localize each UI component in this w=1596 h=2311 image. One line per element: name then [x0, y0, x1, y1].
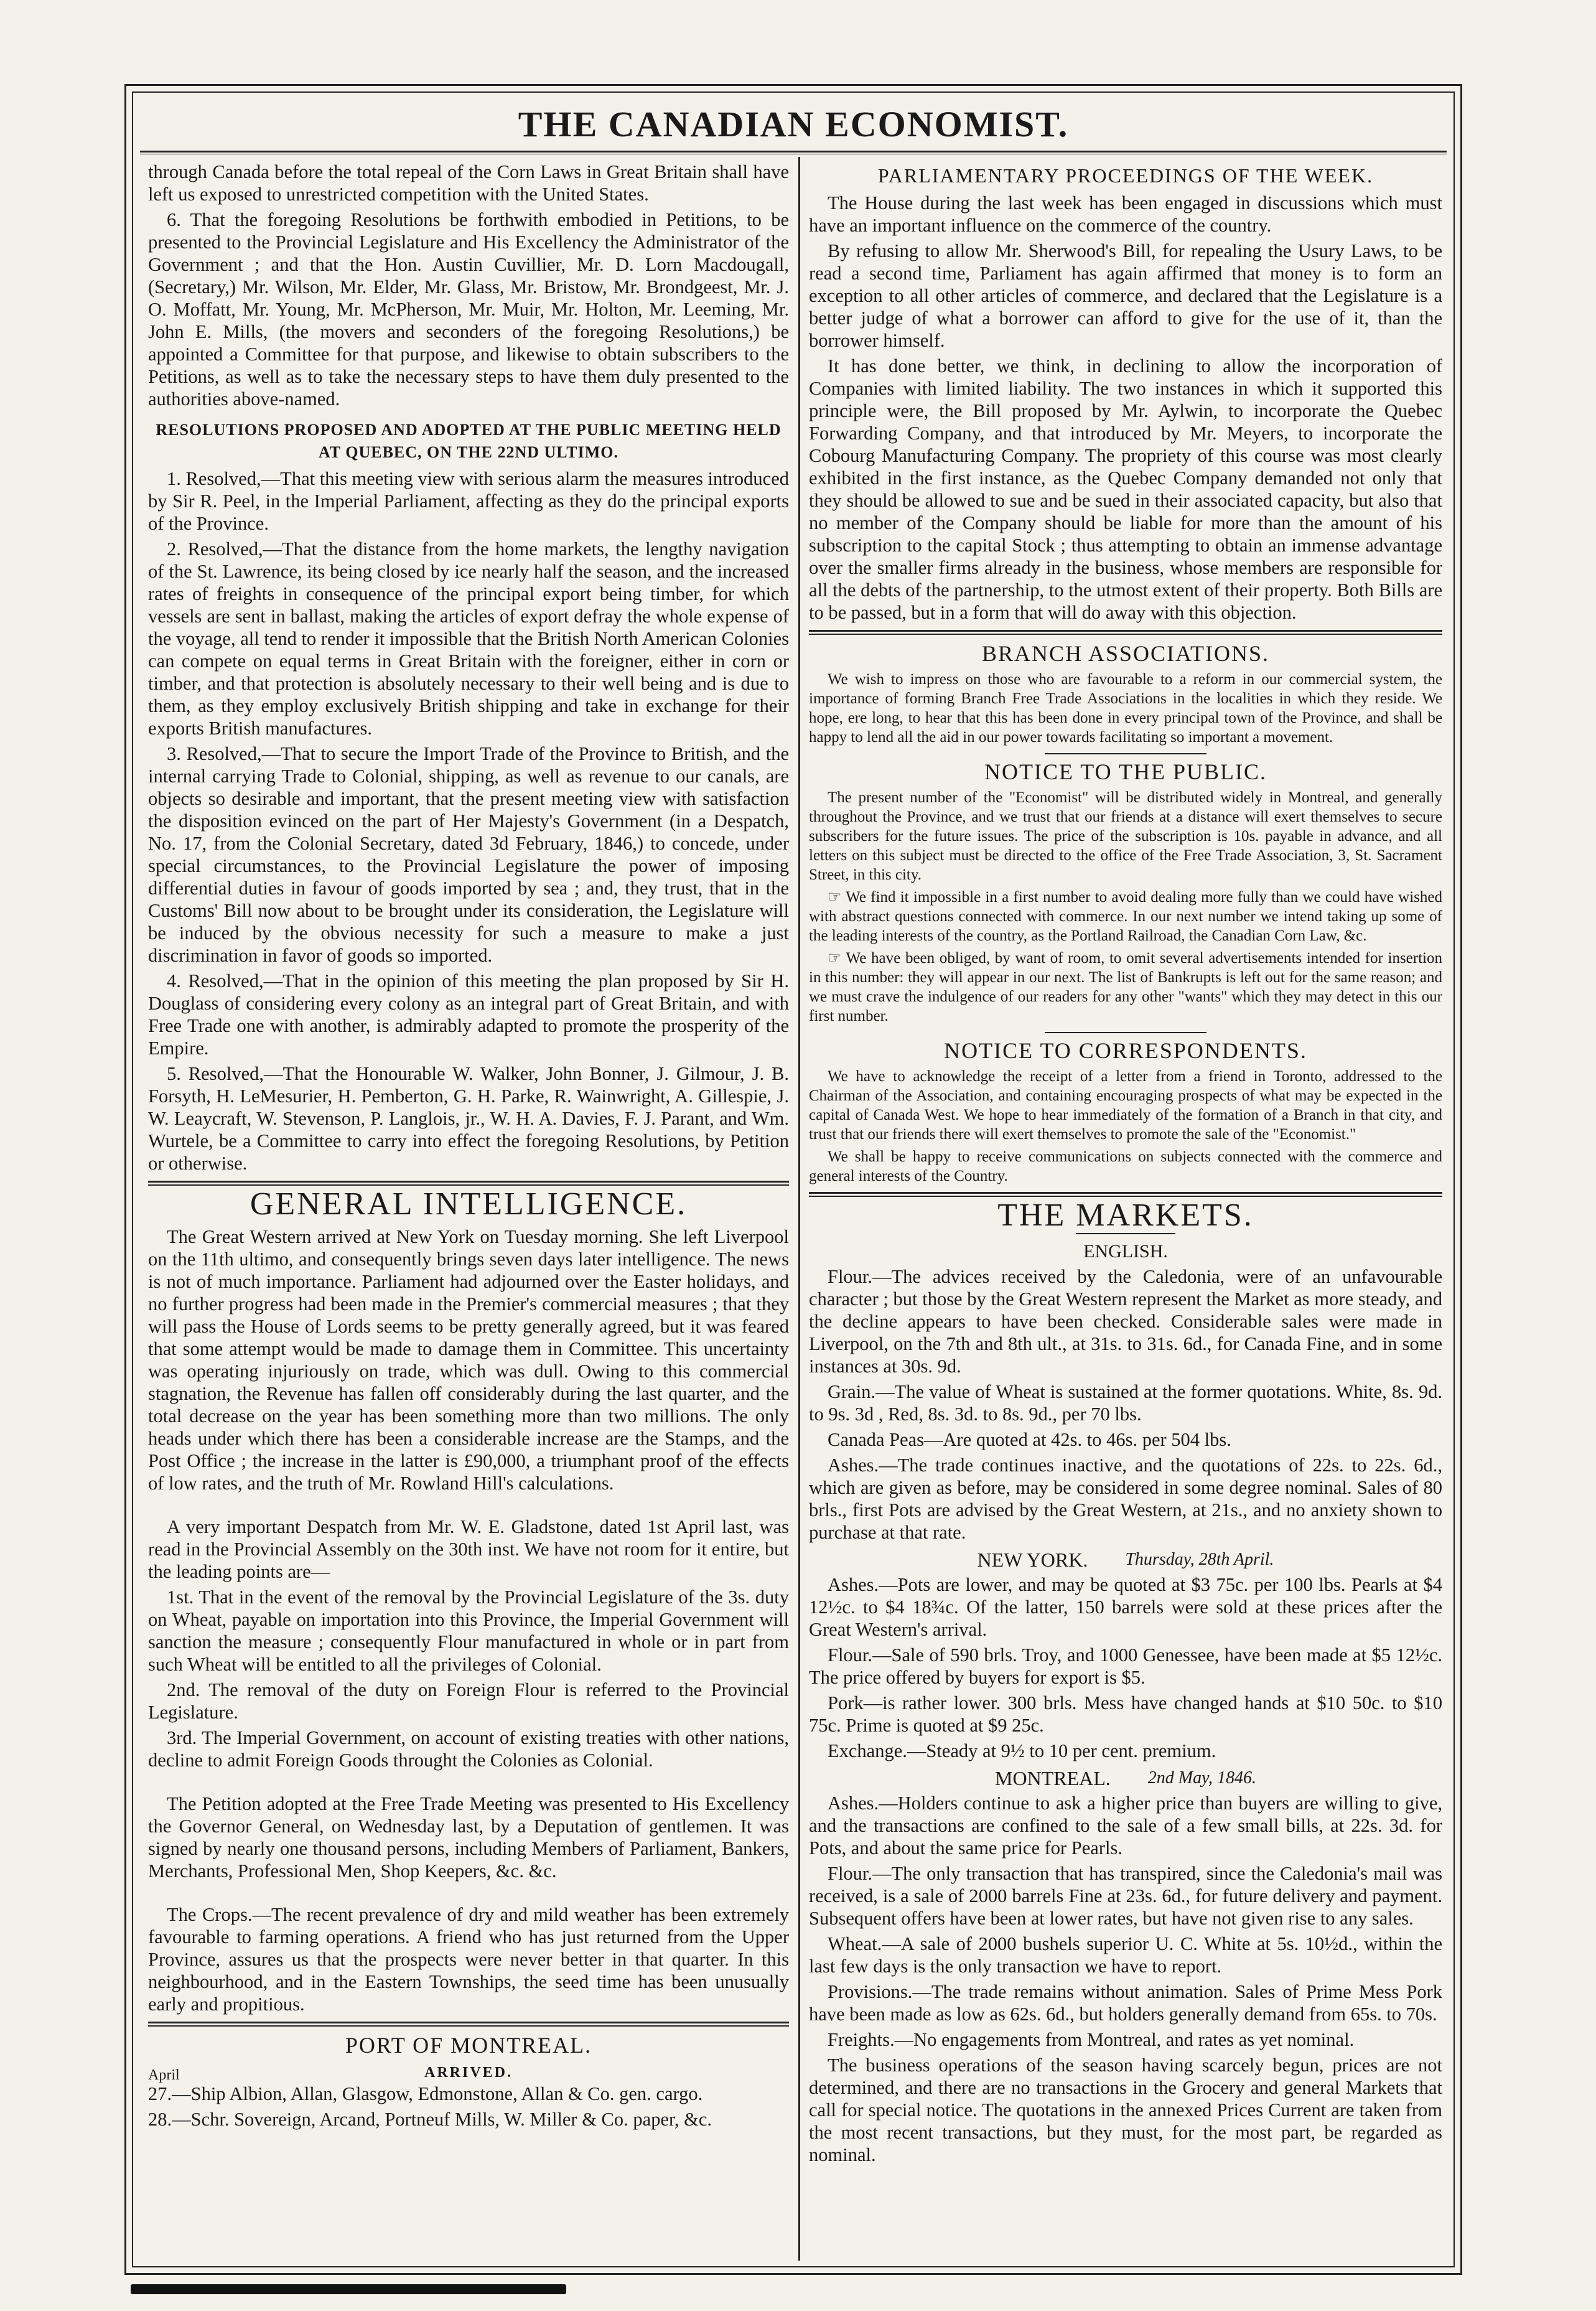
new-york-date: Thursday, 28th April.	[1125, 1550, 1274, 1569]
english-peas: Canada Peas—Are quoted at 42s. to 46s. per 504 lbs.	[828, 1429, 1231, 1450]
section-rule	[809, 1192, 1442, 1197]
gi-paragraph-7: The Crops.—The recent prevalence of dry and mild weather has been extremely favourable to farming operations. A friend who has just returned from the Upper Province, assures us that the prospects were never better in that quarter. In this neighbourhood, and in the Eastern Townships, the seed time has been unusually early and propitious.	[148, 1904, 789, 2015]
english-grain: Grain.—The value of Wheat is sustained at the former quotations. White, 8s. 9d. to 9s. 3d , Red, 8s. 3d. to 8s. 9d., per 70 lbs.	[809, 1381, 1442, 1425]
gi-paragraph-4: 2nd. The removal of the duty on Foreign Flour is referred to the Provincial Legislature.	[148, 1679, 789, 1723]
english-flour: Flour.—The advices received by the Caledonia, were of an unfavourable character ; but those by the Great Western represent the Market as more steady, and the decline appears to have been checked. Considerable sales were made in Liverpool, on the 7th and 8th ult., at 31s. to 31s. 6d., for Canada Fine, and in some instances at 30s. 9d.	[809, 1266, 1442, 1377]
quebec-resolutions-heading: RESOLUTIONS PROPOSED AND ADOPTED AT THE PUBLIC MEETING HELD AT QUEBEC, ON THE 22ND ULTIMO.	[156, 421, 782, 461]
new-york-heading: NEW YORK.	[977, 1549, 1088, 1571]
quebec-resolution-3: 3. Resolved,—That to secure the Import Trade of the Province to British, and the internal carrying Trade to Colonial, shipping, as well as revenue to our canals, are objects so desirable and important, that the present meeting view with satisfaction the disposition evinced on the part of Her Majesty's Government (in a Despatch, No. 17, from the Colonial Secretary, dated 3d February, 1846,) to concede, under special circumstances, to the Provincial Legislature the power of imposing differential duties in favour of goods imported by sea ; and, they trust, that in the Customs' Bill now about to be brought under its consideration, the Legislature will be induced by the obvious necessity for such a measure to make a just discrimination in favor of goods so imported.	[148, 743, 789, 966]
gi-paragraph-2: A very important Despatch from Mr. W. E. Gladstone, dated 1st April last, was read in the Provincial Assembly on the 30th inst. We have not room for it entire, but the leading points are—	[148, 1516, 789, 1582]
masthead	[140, 100, 1447, 149]
port-month: April	[148, 2067, 180, 2083]
scan-artifact-mark	[131, 2284, 566, 2294]
port-of-montreal-heading: PORT OF MONTREAL.	[345, 2033, 592, 2058]
short-rule	[1045, 753, 1206, 754]
parliamentary-heading: PARLIAMENTARY PROCEEDINGS OF THE WEEK.	[877, 164, 1374, 187]
ny-flour: Flour.—Sale of 590 brls. Troy, and 1000 Genessee, have been made at $5 12½c. The price offered by buyers for export is $5.	[809, 1644, 1442, 1688]
gi-paragraph-6: The Petition adopted at the Free Trade Meeting was presented to His Excellency the Governor General, on Wednesday last, by a Deputation of gentlemen. It was signed by nearly one thousand persons, including Members of Parliament, Bankers, Merchants, Professional Men, Shop Keepers, &c. &c.	[148, 1793, 789, 1882]
montreal-heading-row	[809, 1767, 1442, 1789]
port-entry-1: 27.—Ship Albion, Allan, Glasgow, Edmonstone, Allan & Co. gen. cargo.	[148, 2083, 703, 2104]
port-entry-2: 28.—Schr. Sovereign, Arcand, Portneuf Mills, W. Miller & Co. paper, &c.	[148, 2109, 712, 2130]
montreal-heading: MONTREAL.	[995, 1767, 1111, 1789]
branch-paragraph: We wish to impress on those who are favourable to a reform in our commercial system, the importance of forming Branch Free Trade Associations in the localities in which they reside. We hope, ere long, to hear that this has been done in every principal town of the Province, and shall be happy to lend all the aid in our power towards facilitating so important a movement.	[809, 671, 1442, 746]
short-rule	[1045, 1032, 1206, 1033]
gi-paragraph-3: 1st. That in the event of the removal by the Provincial Legislature of the 3s. duty on Wheat, payable on importation into this Province, the Imperial Government will sanction the measure ; consequently Flour manufactured in whole or in part from such Wheat will be entitled to all the privileges of Colonial.	[148, 1587, 789, 1675]
public-paragraph-2: ☞ We find it impossible in a first number to avoid dealing more fully than we could have wished with abstract questions connected with commerce. In our next number we intend taking up some of the leading interests of the country, as the Portland Railroad, the Canadian Corn Law, &c.	[809, 889, 1442, 944]
quebec-resolution-4: 4. Resolved,—That in the opinion of this meeting the plan proposed by Sir H. Douglass of considering every colony as an integral part of Great Britain, and with Free Trade one with another, is admirably adapted to promote the prosperity of the Empire.	[148, 970, 789, 1059]
gi-paragraph-5: 3rd. The Imperial Government, on account of existing treaties with other nations, decline to admit Foreign Goods throught the Colonies as Colonial.	[148, 1727, 789, 1771]
mtl-flour: Flour.—The only transaction that has transpired, since the Caledonia's mail was received, is a sale of 2000 barrels Fine at 23s. 6d., for future delivery and payment. Subsequent offers have been at lower rates, but have not given rise to any sales.	[809, 1863, 1442, 1929]
ny-exchange: Exchange.—Steady at 9½ to 10 per cent. premium.	[828, 1740, 1216, 1761]
english-heading: ENGLISH.	[1083, 1241, 1168, 1262]
mtl-summary: The business operations of the season having scarcely begun, prices are not determined, and there are no transactions in the Grocery and general Markets that call for special notice. The quotations in the annexed Prices Current are taken from the most recent transactions, but they must, for the most part, be regarded as nominal.	[809, 2055, 1442, 2165]
english-ashes: Ashes.—The trade continues inactive, and the quotations of 22s. to 22s. 6d., which are given as before, may be considered in some degree nominal. Sales of 80 brls., first Pots are advised by the Great Western, at 21s., and no anxiety shown to purchase at that rate.	[809, 1455, 1442, 1543]
corr-paragraph-2: We shall be happy to receive communications on subjects connected with the commerce and general interests of the Country.	[809, 1148, 1442, 1184]
new-york-heading-row	[809, 1549, 1442, 1571]
montreal-date: 2nd May, 1846.	[1147, 1768, 1256, 1788]
general-intelligence-heading: GENERAL INTELLIGENCE.	[250, 1186, 688, 1222]
gi-paragraph-1: The Great Western arrived at New York on Tuesday morning. She left Liverpool on the 11th ultimo, and consequently brings seven days later intelligence. The news is not of much importance. Parliament had adjourned over the Easter holidays, and no further progress had been made in the Premier's commercial measures ; that they will pass the House of Lords seems to be pretty generally agreed, but it was feared that some attempt would be made to damage them in Committee. This uncertainty was operating injuriously on trade, which was dull. Owing to this commercial stagnation, the Revenue has fallen off considerably during the last quarter, and the total decrease on the year has been something more than two millions. The only heads under which there has been a considerable increase are the Stamps, and the Post Office ; the increase in the latter is £90,000, a triumphant proof of the effects of low rates, and the truth of Mr. Rowland Hill's calculations.	[148, 1226, 789, 1494]
mtl-freights: Freights.—No engagements from Montreal, and rates as yet nominal.	[828, 2029, 1355, 2050]
quebec-resolution-5: 5. Resolved,—That the Honourable W. Walker, John Bonner, J. Gilmour, J. B. Forsyth, H. LeMesurier, H. Pemberton, G. H. Parke, R. Wainwright, A. Gillespie, J. W. Leaycraft, W. Stevenson, P. Langlois, jr., W. H. A. Davies, F. J. Parant, and Wm. Wurtele, be a Committee to carry into effect the foregoing Resolutions, by Petition or otherwise.	[148, 1063, 789, 1174]
section-rule	[809, 630, 1442, 635]
port-arrived-label: ARRIVED.	[424, 2065, 513, 2081]
masthead-rule	[140, 151, 1447, 154]
public-paragraph-1: The present number of the "Economist" will be distributed widely in Montreal, and generally throughout the Province, and we trust that our friends at a distance will exert themselves to secure subscribers for the future issues. The price of the subscription is 10s. payable in advance, and all letters on this subject must be directed to the office of the Free Trade Association, 3, St. Sacrament Street, in this city.	[809, 789, 1442, 883]
quebec-resolution-1: 1. Resolved,—That this meeting view with serious alarm the measures introduced by Sir R. Peel, in the Imperial Parliament, affecting as they do the principal exports of the Province.	[148, 468, 789, 534]
left-column	[148, 161, 789, 2258]
quebec-resolution-2: 2. Resolved,—That the distance from the home markets, the lengthy navigation of the St. Lawrence, its being closed by ice nearly half the season, and the increased rates of freights in consequence of the principal export being timber, for which vessels are sent in ballast, making the articles of export defray the whole expense of the voyage, all tend to render it impossible that the British North American Colonies can compete on equal terms in Great Britain with the foreigner, either in corn or timber, and that protection is absolutely necessary to their well being and is due to them, as they employ exclusively British shipping and take in exchange for their exports British manufactures.	[148, 538, 789, 739]
mtl-wheat: Wheat.—A sale of 2000 bushels superior U. C. White at 5s. 10½d., within the last few days is the only transaction we have to report.	[809, 1933, 1442, 1977]
continued-paragraph: through Canada before the total repeal of the Corn Laws in Great Britain shall have left us exposed to unrestricted competition with the United States.	[148, 161, 789, 205]
column-divider	[798, 157, 800, 2261]
ny-ashes: Ashes.—Pots are lower, and may be quoted at $3 75c. per 100 lbs. Pearls at $4 12½c. to $4 18¾c. Of the latter, 150 barrels were sold at these prices after the Great Western's arrival.	[809, 1574, 1442, 1640]
notice-correspondents-heading: NOTICE TO CORRESPONDENTS.	[944, 1038, 1307, 1063]
public-paragraph-3: ☞ We have been obliged, by want of room, to omit several advertisements intended for insertion in this number: they will appear in our next. The list of Bankrupts is left out for the same reason; and we must crave the indulgence of our readers for any other "wants" which they may detect in this our first number.	[809, 950, 1442, 1024]
section-rule	[148, 2022, 789, 2027]
markets-heading: THE MARKETS.	[997, 1198, 1254, 1233]
parl-paragraph-3: It has done better, we think, in declining to allow the incorporation of Companies with limited liability. The two instances in which it supported this principle were, the Bill proposed by Mr. Aylwin, to incorporate the Quebec Forwarding Company, and that introduced by Mr. Meyers, to incorporate the Cobourg Manufacturing Company. The propriety of this course was most clearly exhibited in the first instance, as the Quebec Company demanded not only that they should be allowed to sue and be sued in their associated capacity, but also that no member of the Company should be liable for more than the amount of his subscription to the capital Stock ; thus attempting to obtain an immense advantage over the smaller firms already in the business, whose members are responsible for all the debts of the partnership, to the utmost extent of their property. Both Bills are to be passed, but in a form that will do away with this objection.	[809, 355, 1442, 623]
newspaper-title: THE CANADIAN ECONOMIST.	[518, 104, 1069, 144]
notice-public-heading: NOTICE TO THE PUBLIC.	[984, 759, 1267, 784]
corr-paragraph-1: We have to acknowledge the receipt of a letter from a friend in Toronto, addressed to the Chairman of the Association, and containing encouraging prospects of what may be expected in the capital of Canada West. We hope to hear immediately of the formation of a Branch in that city, and trust that our friends there will exert themselves to promote the sale of the "Economist."	[809, 1068, 1442, 1143]
mtl-provisions: Provisions.—The trade remains without animation. Sales of Prime Mess Pork have been made as low as 62s. 6d., but holders generally demand from 65s. to 70s.	[809, 1981, 1442, 2025]
branch-associations-heading: BRANCH ASSOCIATIONS.	[981, 641, 1270, 666]
ny-pork: Pork—is rather lower. 300 brls. Mess have changed hands at $10 50c. to $10 75c. Prime is quoted at $9 25c.	[809, 1692, 1442, 1736]
short-rule	[1076, 1233, 1175, 1234]
right-column	[809, 161, 1442, 2258]
parl-paragraph-2: By refusing to allow Mr. Sherwood's Bill, for repealing the Usury Laws, to be read a second time, Parliament has again affirmed that money is to form an exception to all other articles of commerce, and declared that the Legislature is a better judge of what a borrower can afford to give for the use of it, than the borrower himself.	[809, 240, 1442, 351]
mtl-ashes: Ashes.—Holders continue to ask a higher price than buyers are willing to give, and the transactions are confined to the sale of a few small bills, at 22s. 3d. for Pots, and about the same price for Pearls.	[809, 1793, 1442, 1859]
section-rule	[148, 1181, 789, 1186]
resolution-6: 6. That the foregoing Resolutions be forthwith embodied in Petitions, to be presented to the Provincial Legislature and His Excellency the Administrator of the Government ; and that the Hon. Austin Cuvillier, Mr. D. Lorn Macdougall, (Secretary,) Mr. Wilson, Mr. Elder, Mr. Glass, Mr. Bristow, Mr. Brondgeest, Mr. J. O. Moffatt, Mr. Young, Mr. McPherson, Mr. Muir, Mr. Holton, Mr. Leeming, Mr. John E. Mills, (the movers and seconders of the foregoing Resolutions,) be appointed a Committee for that purpose, and likewise to obtain subscribers to the Petitions, as well as to take the necessary steps to have them duly presented to the authorities above-named.	[148, 209, 789, 410]
parl-paragraph-1: The House during the last week has been engaged in discussions which must have an important influence on the commerce of the country.	[809, 192, 1442, 236]
